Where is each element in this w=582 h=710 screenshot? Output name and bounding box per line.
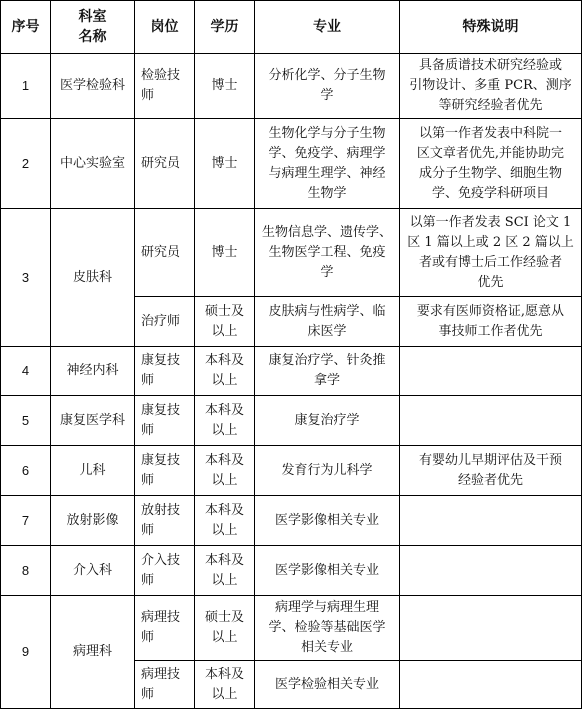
cell-department: 中心实验室	[51, 119, 135, 209]
cell-index: 5	[1, 396, 51, 446]
cell-education: 硕士及 以上	[195, 297, 255, 347]
table-row	[1, 596, 582, 661]
cell-position: 放射技 师	[135, 496, 195, 546]
cell-department: 医学检验科	[51, 54, 135, 119]
cell-position: 研究员	[135, 119, 195, 209]
cell-education: 本科及 以上	[195, 546, 255, 596]
cell-notes: 以第一作者发表中科院一 区文章者优先,并能协助完 成分子生物学、细胞生物 学、免疫学科研项目	[400, 119, 582, 209]
cell-notes	[400, 661, 582, 709]
cell-notes	[400, 347, 582, 396]
cell-major: 分析化学、分子生物 学	[255, 54, 400, 119]
cell-education: 本科及 以上	[195, 446, 255, 496]
cell-department: 皮肤科	[51, 209, 135, 347]
cell-education: 本科及 以上	[195, 396, 255, 446]
table-row	[1, 209, 582, 297]
cell-major: 康复治疗学、针灸推 拿学	[255, 347, 400, 396]
cell-position: 研究员	[135, 209, 195, 297]
cell-department: 放射影像	[51, 496, 135, 546]
cell-education: 本科及 以上	[195, 661, 255, 709]
cell-major: 病理学与病理生理 学、检验等基础医学 相关专业	[255, 596, 400, 661]
cell-notes: 具备质谱技术研究经验或 引物设计、多重 PCR、测序 等研究经验者优先	[400, 54, 582, 119]
cell-notes: 有婴幼儿早期评估及干预 经验者优先	[400, 446, 582, 496]
cell-major: 医学检验相关专业	[255, 661, 400, 709]
cell-education: 本科及 以上	[195, 347, 255, 396]
cell-index: 2	[1, 119, 51, 209]
cell-education: 博士	[195, 54, 255, 119]
cell-department: 病理科	[51, 596, 135, 709]
cell-position: 介入技 师	[135, 546, 195, 596]
cell-major: 医学影像相关专业	[255, 496, 400, 546]
header-major: 专业	[255, 1, 400, 54]
cell-department: 康复医学科	[51, 396, 135, 446]
cell-major: 皮肤病与性病学、临 床医学	[255, 297, 400, 347]
cell-notes	[400, 496, 582, 546]
cell-position: 病理技 师	[135, 661, 195, 709]
cell-index: 6	[1, 446, 51, 496]
cell-notes	[400, 596, 582, 661]
cell-education: 博士	[195, 119, 255, 209]
cell-department: 儿科	[51, 446, 135, 496]
cell-index: 9	[1, 596, 51, 709]
cell-department: 神经内科	[51, 347, 135, 396]
cell-major: 生物信息学、遗传学、 生物医学工程、免疫 学	[255, 209, 400, 297]
cell-index: 8	[1, 546, 51, 596]
table-row	[1, 446, 582, 496]
table-row	[1, 119, 582, 209]
header-department	[51, 1, 135, 54]
cell-major: 发育行为儿科学	[255, 446, 400, 496]
table-row	[1, 496, 582, 546]
cell-department: 介入科	[51, 546, 135, 596]
header-row	[1, 1, 582, 54]
header-department-text: 科室 名称	[78, 9, 107, 45]
header-notes: 特殊说明	[400, 1, 582, 54]
cell-education: 博士	[195, 209, 255, 297]
table-row	[1, 396, 582, 446]
cell-index: 4	[1, 347, 51, 396]
table-row	[1, 546, 582, 596]
cell-position: 治疗师	[135, 297, 195, 347]
cell-position: 检验技 师	[135, 54, 195, 119]
header-position: 岗位	[135, 1, 195, 54]
cell-index: 3	[1, 209, 51, 347]
cell-notes: 以第一作者发表 SCI 论文 1 区 1 篇以上或 2 区 2 篇以上 者或有博士后工作经验者 优先	[400, 209, 582, 297]
cell-notes: 要求有医师资格证,愿意从 事技师工作者优先	[400, 297, 582, 347]
cell-position: 康复技 师	[135, 446, 195, 496]
header-education: 学历	[195, 1, 255, 54]
cell-position: 病理技 师	[135, 596, 195, 661]
cell-major: 康复治疗学	[255, 396, 400, 446]
header-index: 序号	[1, 1, 51, 54]
table-row	[1, 347, 582, 396]
cell-index: 1	[1, 54, 51, 119]
cell-major: 医学影像相关专业	[255, 546, 400, 596]
cell-major: 生物化学与分子生物 学、免疫学、病理学 与病理生理学、神经 生物学	[255, 119, 400, 209]
cell-position: 康复技 师	[135, 347, 195, 396]
cell-position: 康复技 师	[135, 396, 195, 446]
cell-notes	[400, 546, 582, 596]
cell-education: 硕士及 以上	[195, 596, 255, 661]
cell-index: 7	[1, 496, 51, 546]
cell-education: 本科及 以上	[195, 496, 255, 546]
table-row	[1, 54, 582, 119]
cell-notes	[400, 396, 582, 446]
